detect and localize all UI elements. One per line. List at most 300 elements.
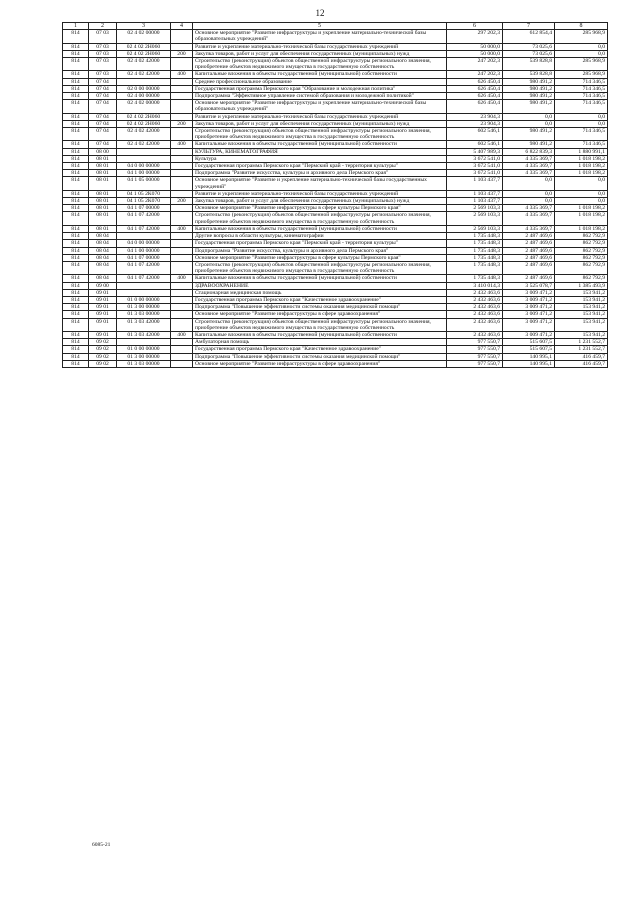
amount-col7-cell: 4 335 369,7 (503, 170, 555, 177)
table-row (63, 282, 608, 289)
amount-col8-cell: 0,0 (555, 190, 608, 197)
target-code-cell: 02 4 02 00000 (117, 100, 171, 113)
expense-type-cell (171, 163, 193, 170)
table-row (63, 50, 608, 57)
amount-col7-cell: 4 335 369,7 (503, 163, 555, 170)
target-code-cell: 04 0 00 00000 (117, 240, 171, 247)
gr-code-cell: 814 (63, 50, 89, 57)
amount-col7-cell: 980 491,2 (503, 141, 555, 148)
budget-table (62, 22, 608, 368)
amount-col7-cell: 612 854,4 (503, 30, 555, 43)
description-cell: Капитальные вложения в объекты государственной (муниципальной) собственности (193, 71, 447, 78)
description-cell: Подпрограмма "Развитие искусства, культуры и архивного дела Пермского края" (193, 170, 447, 177)
section-code-cell: 07 03 (89, 43, 117, 50)
gr-code-cell: 814 (63, 311, 89, 318)
expense-type-cell: 200 (171, 120, 193, 127)
table-row (63, 30, 608, 43)
amount-col7-cell: 515 607,5 (503, 346, 555, 353)
section-code-cell: 07 04 (89, 141, 117, 148)
description-cell: Строительство (реконструкция) объектов общественной инфраструктуры регионального значения, приобретение объектов недвижимого имущества в государственную собственность (193, 58, 447, 71)
target-code-cell: 04 1 07 00000 (117, 254, 171, 261)
description-cell: Основное мероприятие "Развитие инфраструктуры в сфере здравоохранения" (193, 360, 447, 367)
section-code-cell: 09 02 (89, 346, 117, 353)
target-code-cell: 04 0 00 00000 (117, 163, 171, 170)
target-code-cell: 04 1 05 2К070 (117, 190, 171, 197)
table-row (63, 205, 608, 212)
target-code-cell: 01 0 00 00000 (117, 346, 171, 353)
amount-col8-cell: 714 346,5 (555, 85, 608, 92)
amount-col6-cell: 1 103 437,7 (447, 177, 503, 190)
target-code-cell: 01 3 03 42000 (117, 331, 171, 338)
target-code-cell: 01 3 00 00000 (117, 304, 171, 311)
description-cell: Основное мероприятие "Развитие инфраструктуры и укрепление материально-технической базы образовательных учреждений" (193, 100, 447, 113)
expense-type-cell (171, 247, 193, 254)
table-row (63, 318, 608, 331)
amount-col6-cell: 1 735 448,3 (447, 233, 503, 240)
expense-type-cell (171, 170, 193, 177)
section-code-cell: 09 02 (89, 360, 117, 367)
table-row (63, 155, 608, 162)
amount-col7-cell: 73 025,6 (503, 50, 555, 57)
description-cell: Развитие и укрепление материально-технической базы государственных учреждений (193, 190, 447, 197)
gr-code-cell: 814 (63, 128, 89, 141)
gr-code-cell: 814 (63, 304, 89, 311)
amount-col7-cell: 980 491,2 (503, 78, 555, 85)
description-cell: Развитие и укрепление материально-технической базы государственных учреждений (193, 43, 447, 50)
amount-col6-cell: 247 202,3 (447, 58, 503, 71)
amount-col7-cell: 3 009 471,2 (503, 331, 555, 338)
column-number-cell: 8 (555, 23, 608, 30)
gr-code-cell: 814 (63, 71, 89, 78)
gr-code-cell: 814 (63, 163, 89, 170)
amount-col8-cell: 1 018 198,2 (555, 155, 608, 162)
target-code-cell: 04 1 05 00000 (117, 177, 171, 190)
description-cell: Подпрограмма "Повышение эффективности системы оказания медицинской помощи" (193, 353, 447, 360)
description-cell: Развитие и укрепление материально-технической базы государственных учреждений (193, 113, 447, 120)
gr-code-cell: 814 (63, 233, 89, 240)
table-row (63, 58, 608, 71)
gr-code-cell: 814 (63, 155, 89, 162)
target-code-cell: 02 4 02 2Н060 (117, 43, 171, 50)
description-cell: Основное мероприятие "Развитие инфраструктуры в сфере здравоохранения" (193, 311, 447, 318)
amount-col6-cell: 2 432 463,6 (447, 331, 503, 338)
amount-col8-cell: 714 346,5 (555, 100, 608, 113)
amount-col7-cell: 3 009 471,2 (503, 289, 555, 296)
gr-code-cell: 814 (63, 247, 89, 254)
amount-col7-cell: 0,0 (503, 198, 555, 205)
description-cell: Капитальные вложения в объекты государственной (муниципальной) собственности (193, 141, 447, 148)
amount-col8-cell: 1 018 198,2 (555, 225, 608, 232)
amount-col7-cell: 3 009 471,2 (503, 304, 555, 311)
table-row (63, 254, 608, 261)
gr-code-cell: 814 (63, 360, 89, 367)
amount-col6-cell: 1 103 437,7 (447, 190, 503, 197)
description-cell: Основное мероприятие "Развитие инфраструктуры в сфере культуры Пермского края" (193, 254, 447, 261)
table-row (63, 346, 608, 353)
gr-code-cell: 814 (63, 170, 89, 177)
target-code-cell: 02 0 00 00000 (117, 85, 171, 92)
description-cell: Государственная программа Пермского края "Качественное здравоохранение" (193, 296, 447, 303)
amount-col8-cell: 416 459,7 (555, 353, 608, 360)
amount-col6-cell: 23 904,3 (447, 120, 503, 127)
gr-code-cell: 814 (63, 78, 89, 85)
target-code-cell: 02 4 02 42000 (117, 71, 171, 78)
amount-col7-cell: 4 335 369,7 (503, 155, 555, 162)
target-code-cell: 02 4 02 00000 (117, 30, 171, 43)
expense-type-cell (171, 205, 193, 212)
expense-type-cell (171, 296, 193, 303)
section-code-cell: 07 03 (89, 71, 117, 78)
gr-code-cell: 814 (63, 339, 89, 346)
gr-code-cell: 814 (63, 282, 89, 289)
description-cell: Подпрограмма "Развитие искусства, культуры и архивного дела Пермского края" (193, 247, 447, 254)
amount-col6-cell: 626 450,4 (447, 93, 503, 100)
amount-col7-cell: 3 009 471,2 (503, 311, 555, 318)
target-code-cell: 04 1 05 2К070 (117, 198, 171, 205)
amount-col7-cell: 4 335 369,7 (503, 225, 555, 232)
target-code-cell: 04 1 07 42000 (117, 225, 171, 232)
amount-col6-cell: 2 432 463,6 (447, 311, 503, 318)
description-cell: Капитальные вложения в объекты государственной (муниципальной) собственности (193, 225, 447, 232)
description-cell: Закупка товаров, работ и услуг для обеспечения государственных (муниципальных) нужд (193, 120, 447, 127)
description-cell: Основное мероприятие "Развитие инфраструктуры и укрепление материально-технической базы образовательных учреждений" (193, 30, 447, 43)
amount-col8-cell: 714 346,5 (555, 93, 608, 100)
expense-type-cell (171, 318, 193, 331)
gr-code-cell: 814 (63, 148, 89, 155)
amount-col8-cell: 416 459,7 (555, 360, 608, 367)
description-cell: Амбулаторная помощь (193, 339, 447, 346)
amount-col8-cell: 285 968,9 (555, 58, 608, 71)
gr-code-cell: 814 (63, 346, 89, 353)
amount-col7-cell: 4 335 369,7 (503, 212, 555, 225)
table-row (63, 311, 608, 318)
table-row (63, 93, 608, 100)
expense-type-cell (171, 58, 193, 71)
section-code-cell: 08 01 (89, 177, 117, 190)
section-code-cell: 07 04 (89, 85, 117, 92)
description-cell: Подпрограмма "Повышение эффективности системы оказания медицинской помощи" (193, 304, 447, 311)
expense-type-cell (171, 93, 193, 100)
amount-col7-cell: 6 822 839,3 (503, 148, 555, 155)
gr-code-cell: 814 (63, 275, 89, 282)
amount-col7-cell: 3 525 078,7 (503, 282, 555, 289)
amount-col8-cell: 862 792,9 (555, 247, 608, 254)
gr-code-cell: 814 (63, 289, 89, 296)
amount-col6-cell: 2 432 463,6 (447, 289, 503, 296)
section-code-cell: 08 04 (89, 247, 117, 254)
description-cell: Подпрограмма "Эффективное управление системой образования и молодежной политикой" (193, 93, 447, 100)
table-row (63, 177, 608, 190)
amount-col6-cell: 602 546,1 (447, 128, 503, 141)
expense-type-cell: 400 (171, 225, 193, 232)
table-row (63, 247, 608, 254)
amount-col8-cell: 153 941,2 (555, 318, 608, 331)
target-code-cell: 04 1 07 42000 (117, 275, 171, 282)
amount-col8-cell: 153 941,2 (555, 296, 608, 303)
description-cell: Стационарная медицинская помощь (193, 289, 447, 296)
amount-col8-cell: 714 346,5 (555, 141, 608, 148)
description-cell: Государственная программа Пермского края "Образование и молодежная политика" (193, 85, 447, 92)
amount-col8-cell: 1 385 493,9 (555, 282, 608, 289)
table-row (63, 331, 608, 338)
amount-col6-cell: 2 569 103,3 (447, 225, 503, 232)
gr-code-cell: 814 (63, 331, 89, 338)
amount-col7-cell: 2 487 469,6 (503, 261, 555, 274)
amount-col6-cell: 1 735 448,3 (447, 247, 503, 254)
description-cell: Среднее профессиональное образование (193, 78, 447, 85)
section-code-cell: 09 01 (89, 296, 117, 303)
amount-col8-cell: 285 968,9 (555, 30, 608, 43)
amount-col7-cell: 2 487 469,6 (503, 247, 555, 254)
target-code-cell (117, 339, 171, 346)
amount-col8-cell: 714 346,5 (555, 128, 608, 141)
expense-type-cell (171, 360, 193, 367)
amount-col8-cell: 153 941,2 (555, 331, 608, 338)
amount-col7-cell: 539 828,8 (503, 58, 555, 71)
amount-col6-cell: 977 550,7 (447, 346, 503, 353)
column-number-row (63, 23, 608, 30)
expense-type-cell (171, 346, 193, 353)
expense-type-cell (171, 85, 193, 92)
column-number-cell: 5 (193, 23, 447, 30)
footer-code: 6085-21 (92, 842, 111, 848)
expense-type-cell: 400 (171, 71, 193, 78)
amount-col6-cell: 2 569 103,3 (447, 205, 503, 212)
section-code-cell: 08 04 (89, 254, 117, 261)
amount-col6-cell: 297 202,3 (447, 30, 503, 43)
amount-col6-cell: 626 450,4 (447, 85, 503, 92)
amount-col8-cell: 1 018 198,2 (555, 163, 608, 170)
description-cell: Государственная программа Пермского края "Пермский край - территория культуры" (193, 240, 447, 247)
amount-col7-cell: 4 335 369,7 (503, 205, 555, 212)
table-row (63, 289, 608, 296)
amount-col8-cell: 1 018 198,2 (555, 212, 608, 225)
target-code-cell (117, 155, 171, 162)
section-code-cell: 07 03 (89, 50, 117, 57)
table-row (63, 233, 608, 240)
target-code-cell: 02 4 02 2Н060 (117, 50, 171, 57)
description-cell: Культура (193, 155, 447, 162)
target-code-cell: 01 0 00 00000 (117, 296, 171, 303)
gr-code-cell: 814 (63, 190, 89, 197)
amount-col7-cell: 980 491,2 (503, 85, 555, 92)
amount-col7-cell: 2 487 469,6 (503, 275, 555, 282)
expense-type-cell (171, 43, 193, 50)
target-code-cell: 01 3 00 00000 (117, 353, 171, 360)
section-code-cell: 08 01 (89, 170, 117, 177)
expense-type-cell: 400 (171, 275, 193, 282)
table-row (63, 120, 608, 127)
amount-col6-cell: 50 000,0 (447, 43, 503, 50)
column-number-cell: 4 (171, 23, 193, 30)
amount-col8-cell: 862 792,9 (555, 261, 608, 274)
gr-code-cell: 814 (63, 261, 89, 274)
amount-col8-cell: 1 880 991,1 (555, 148, 608, 155)
target-code-cell: 04 1 00 00000 (117, 170, 171, 177)
gr-code-cell: 814 (63, 58, 89, 71)
section-code-cell: 08 01 (89, 225, 117, 232)
amount-col6-cell: 2 432 463,6 (447, 304, 503, 311)
section-code-cell: 08 04 (89, 233, 117, 240)
amount-col8-cell: 0,0 (555, 113, 608, 120)
amount-col6-cell: 977 550,7 (447, 353, 503, 360)
amount-col7-cell: 2 487 469,6 (503, 254, 555, 261)
section-code-cell: 08 01 (89, 198, 117, 205)
table-row (63, 85, 608, 92)
gr-code-cell: 814 (63, 318, 89, 331)
expense-type-cell (171, 148, 193, 155)
description-cell: Строительство (реконструкция) объектов общественной инфраструктуры регионального значения, приобретение объектов недвижимого имущества в государственную собственность (193, 128, 447, 141)
table-row (63, 113, 608, 120)
column-number-cell: 6 (447, 23, 503, 30)
amount-col8-cell: 1 231 552,7 (555, 339, 608, 346)
section-code-cell: 09 01 (89, 331, 117, 338)
amount-col8-cell: 153 941,2 (555, 289, 608, 296)
amount-col6-cell: 3 672 541,0 (447, 170, 503, 177)
amount-col7-cell: 539 828,8 (503, 71, 555, 78)
section-code-cell: 07 03 (89, 30, 117, 43)
expense-type-cell: 400 (171, 141, 193, 148)
gr-code-cell: 814 (63, 296, 89, 303)
amount-col8-cell: 0,0 (555, 43, 608, 50)
expense-type-cell (171, 282, 193, 289)
amount-col6-cell: 626 450,4 (447, 78, 503, 85)
gr-code-cell: 814 (63, 141, 89, 148)
amount-col8-cell: 862 792,9 (555, 275, 608, 282)
section-code-cell: 07 04 (89, 78, 117, 85)
target-code-cell (117, 289, 171, 296)
description-cell: Капитальные вложения в объекты государственной (муниципальной) собственности (193, 331, 447, 338)
amount-col7-cell: 140 995,1 (503, 353, 555, 360)
description-cell: Строительство (реконструкция) объектов общественной инфраструктуры регионального значения, приобретение объектов недвижимого имущества в государственную собственность (193, 261, 447, 274)
amount-col8-cell: 285 968,9 (555, 71, 608, 78)
amount-col6-cell: 626 450,4 (447, 100, 503, 113)
gr-code-cell: 814 (63, 43, 89, 50)
expense-type-cell: 200 (171, 50, 193, 57)
section-code-cell: 07 04 (89, 128, 117, 141)
target-code-cell: 01 3 03 00000 (117, 360, 171, 367)
expense-type-cell (171, 212, 193, 225)
description-cell: Основное мероприятие "Развитие инфраструктуры в сфере культуры Пермского края" (193, 205, 447, 212)
expense-type-cell (171, 261, 193, 274)
table-row (63, 261, 608, 274)
column-number-cell: 1 (63, 23, 89, 30)
amount-col8-cell: 862 792,9 (555, 240, 608, 247)
expense-type-cell (171, 113, 193, 120)
expense-type-cell (171, 128, 193, 141)
amount-col6-cell: 23 904,3 (447, 113, 503, 120)
amount-col6-cell: 2 432 463,6 (447, 296, 503, 303)
description-cell: Другие вопросы в области культуры, кинематографии (193, 233, 447, 240)
amount-col6-cell: 1 735 448,3 (447, 254, 503, 261)
section-code-cell: 09 01 (89, 304, 117, 311)
target-code-cell: 01 3 03 42000 (117, 318, 171, 331)
amount-col6-cell: 977 550,7 (447, 339, 503, 346)
amount-col7-cell: 0,0 (503, 120, 555, 127)
amount-col7-cell: 0,0 (503, 113, 555, 120)
gr-code-cell: 814 (63, 198, 89, 205)
description-cell: Строительство (реконструкция) объектов общественной инфраструктуры регионального значения, приобретение объектов недвижимого имущества в государственную собственность (193, 318, 447, 331)
amount-col8-cell: 153 941,2 (555, 304, 608, 311)
target-code-cell (117, 78, 171, 85)
expense-type-cell (171, 311, 193, 318)
target-code-cell: 02 4 02 42000 (117, 58, 171, 71)
amount-col6-cell: 602 546,1 (447, 141, 503, 148)
amount-col8-cell: 1 018 198,2 (555, 205, 608, 212)
amount-col8-cell: 714 346,5 (555, 78, 608, 85)
gr-code-cell: 814 (63, 100, 89, 113)
target-code-cell: 04 1 07 42000 (117, 261, 171, 274)
section-code-cell: 07 04 (89, 120, 117, 127)
gr-code-cell: 814 (63, 205, 89, 212)
target-code-cell (117, 148, 171, 155)
target-code-cell: 01 3 03 00000 (117, 311, 171, 318)
table-row (63, 100, 608, 113)
section-code-cell: 09 02 (89, 353, 117, 360)
table-row (63, 360, 608, 367)
amount-col6-cell: 3 672 541,0 (447, 163, 503, 170)
description-cell: ЗДРАВООХРАНЕНИЕ (193, 282, 447, 289)
amount-col7-cell: 0,0 (503, 177, 555, 190)
target-code-cell (117, 233, 171, 240)
expense-type-cell (171, 177, 193, 190)
gr-code-cell: 814 (63, 177, 89, 190)
amount-col6-cell: 50 000,0 (447, 50, 503, 57)
target-code-cell: 02 4 02 2Н060 (117, 120, 171, 127)
amount-col7-cell: 3 009 471,2 (503, 296, 555, 303)
gr-code-cell: 814 (63, 240, 89, 247)
expense-type-cell (171, 289, 193, 296)
table-row (63, 198, 608, 205)
description-cell: Капитальные вложения в объекты государственной (муниципальной) собственности (193, 275, 447, 282)
amount-col6-cell: 3 672 541,0 (447, 155, 503, 162)
amount-col7-cell: 980 491,2 (503, 128, 555, 141)
gr-code-cell: 814 (63, 225, 89, 232)
section-code-cell: 09 01 (89, 289, 117, 296)
table-row (63, 141, 608, 148)
expense-type-cell (171, 304, 193, 311)
description-cell: Закупка товаров, работ и услуг для обеспечения государственных (муниципальных) нужд (193, 198, 447, 205)
expense-type-cell (171, 30, 193, 43)
section-code-cell: 09 00 (89, 282, 117, 289)
section-code-cell: 07 03 (89, 58, 117, 71)
section-code-cell: 09 01 (89, 318, 117, 331)
section-code-cell: 09 01 (89, 311, 117, 318)
expense-type-cell (171, 240, 193, 247)
amount-col7-cell: 73 025,6 (503, 43, 555, 50)
table-row (63, 190, 608, 197)
table-row (63, 296, 608, 303)
amount-col6-cell: 2 569 103,3 (447, 212, 503, 225)
amount-col6-cell: 1 735 448,3 (447, 275, 503, 282)
table-row (63, 163, 608, 170)
expense-type-cell (171, 339, 193, 346)
gr-code-cell: 814 (63, 113, 89, 120)
target-code-cell: 04 1 07 00000 (117, 205, 171, 212)
amount-col8-cell: 153 941,2 (555, 311, 608, 318)
amount-col6-cell: 1 735 448,3 (447, 261, 503, 274)
table-row (63, 78, 608, 85)
amount-col7-cell: 3 009 471,2 (503, 318, 555, 331)
section-code-cell: 08 04 (89, 240, 117, 247)
table-row (63, 339, 608, 346)
description-cell: Закупка товаров, работ и услуг для обеспечения государственных (муниципальных) нужд (193, 50, 447, 57)
amount-col7-cell: 0,0 (503, 190, 555, 197)
gr-code-cell: 814 (63, 212, 89, 225)
table-row (63, 225, 608, 232)
section-code-cell: 08 01 (89, 190, 117, 197)
table-row (63, 170, 608, 177)
